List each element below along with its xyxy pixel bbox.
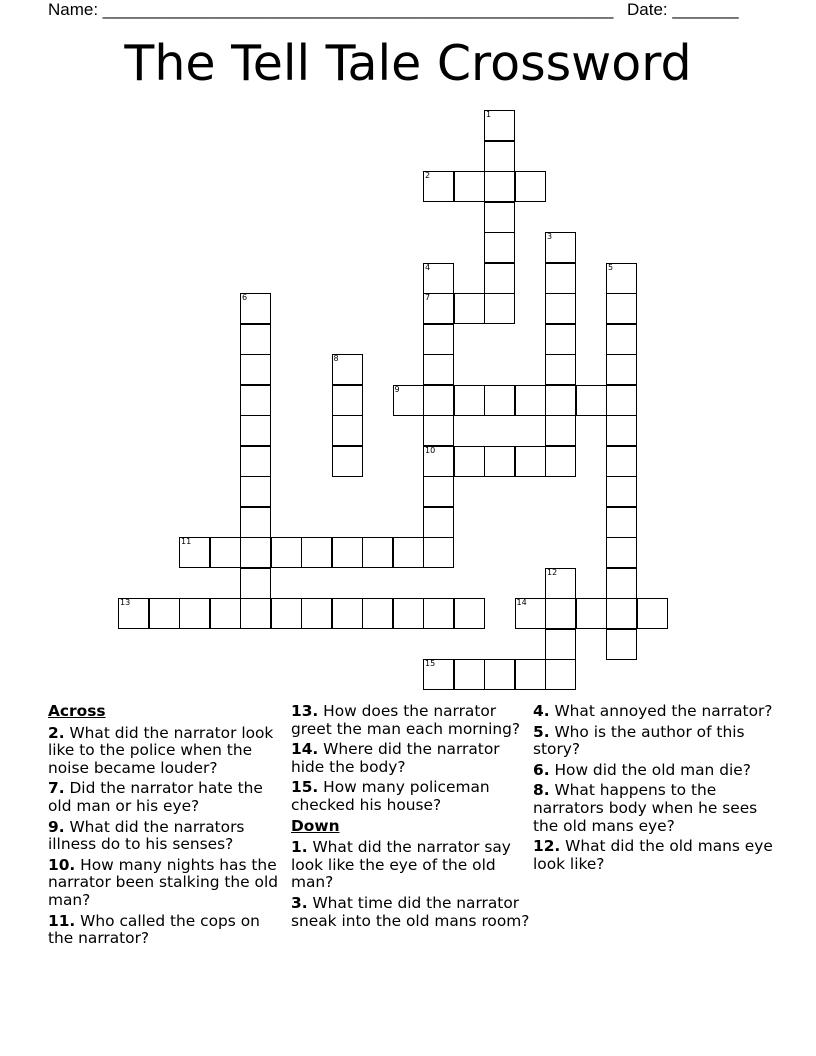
clue-item <box>48 913 284 948</box>
clue-number: 12 <box>547 567 558 577</box>
grid-cell[interactable] <box>484 232 515 263</box>
grid-cell[interactable] <box>454 171 485 202</box>
grid-cell[interactable] <box>454 598 485 629</box>
grid-cell[interactable] <box>484 446 515 477</box>
grid-cell[interactable] <box>362 598 393 629</box>
grid-cell[interactable] <box>423 537 454 568</box>
grid-cell[interactable] <box>606 263 637 294</box>
clue-text: What did the narrator say look like the eye of the old man? <box>291 838 511 892</box>
grid-cell[interactable] <box>606 568 637 599</box>
grid-cell[interactable] <box>332 415 363 446</box>
grid-cell[interactable] <box>484 202 515 233</box>
grid-cell[interactable] <box>423 476 454 507</box>
grid-cell[interactable] <box>240 385 271 416</box>
grid-cell[interactable] <box>332 446 363 477</box>
clue-item <box>48 857 284 910</box>
grid-cell[interactable] <box>454 293 485 324</box>
clue-text: What did the narrator look like to the police when the noise became louder? <box>48 723 274 777</box>
grid-cell[interactable] <box>423 171 454 202</box>
clue-item <box>291 779 531 814</box>
grid-cell[interactable] <box>606 385 637 416</box>
clue-text: How many policeman checked his house? <box>291 778 490 814</box>
clue-item <box>533 838 773 873</box>
clue-item <box>48 819 284 854</box>
grid-cell[interactable] <box>332 537 363 568</box>
clue-text: How did the old man die? <box>549 760 751 779</box>
clue-item <box>291 703 531 738</box>
down-heading: Down <box>291 816 340 835</box>
clue-number-label: 13. <box>291 702 319 720</box>
grid-cell[interactable] <box>423 385 454 416</box>
clue-text: Who is the author of this story? <box>533 722 745 759</box>
clue-number-label: 4. <box>533 702 550 720</box>
grid-cell[interactable] <box>484 110 515 141</box>
grid-cell[interactable] <box>606 324 637 355</box>
grid-cell[interactable] <box>454 446 485 477</box>
grid-cell[interactable] <box>240 293 271 324</box>
grid-cell[interactable] <box>545 293 576 324</box>
grid-cell[interactable] <box>484 659 515 690</box>
grid-cell[interactable] <box>484 171 515 202</box>
grid-cell[interactable] <box>606 446 637 477</box>
grid-cell[interactable] <box>179 598 210 629</box>
clue-item <box>48 780 284 815</box>
grid-cell[interactable] <box>545 629 576 660</box>
grid-cell[interactable] <box>606 629 637 660</box>
clue-number: 8 <box>333 354 339 363</box>
grid-cell[interactable] <box>606 293 637 324</box>
grid-cell[interactable] <box>240 598 271 629</box>
grid-cell[interactable] <box>637 598 668 629</box>
grid-cell[interactable] <box>606 476 637 507</box>
clue-number: 2 <box>425 171 431 180</box>
grid-cell[interactable] <box>210 537 241 568</box>
grid-cell[interactable] <box>332 354 363 385</box>
grid-cell[interactable] <box>271 537 302 568</box>
grid-cell[interactable] <box>423 324 454 355</box>
clue-number: 7 <box>425 293 431 302</box>
clue-text: Who called the cops on the narrator? <box>48 911 260 948</box>
clue-text: How does the narrator greet the man each morning? <box>291 702 521 738</box>
clue-number: 5 <box>608 262 614 272</box>
clue-number-label: 8. <box>533 781 550 800</box>
clue-number: 10 <box>425 445 436 455</box>
clue-item <box>48 725 284 778</box>
clue-item <box>533 762 773 780</box>
grid-cell[interactable] <box>515 171 546 202</box>
clue-text: Did the narrator hate the old man or his eye? <box>48 779 263 815</box>
grid-cell[interactable] <box>393 385 424 416</box>
clue-number-label: 3. <box>291 893 308 912</box>
clue-item <box>533 703 773 721</box>
clue-text: What happens to the narrators body when he sees the old mans eye? <box>533 781 758 835</box>
clue-text: Where did the narrator hide the body? <box>291 740 500 776</box>
grid-cell[interactable] <box>606 415 637 446</box>
grid-cell[interactable] <box>271 598 302 629</box>
clue-text: What did the old mans eye look like? <box>533 837 773 873</box>
grid-cell[interactable] <box>454 385 485 416</box>
grid-cell[interactable] <box>606 507 637 538</box>
clue-text: How many nights has the narrator been stalking the old man? <box>48 855 279 909</box>
grid-cell[interactable] <box>545 232 576 263</box>
clue-item <box>533 724 773 759</box>
clue-number-label: 11. <box>48 911 76 930</box>
grid-cell[interactable] <box>118 598 149 629</box>
grid-cell[interactable] <box>240 568 271 599</box>
clue-number-label: 12. <box>533 837 561 856</box>
clue-number: 1 <box>486 110 492 119</box>
clue-text: What annoyed the narrator? <box>549 702 773 720</box>
grid-cell[interactable] <box>240 476 271 507</box>
grid-cell[interactable] <box>484 141 515 172</box>
grid-cell[interactable] <box>423 598 454 629</box>
clue-number: 13 <box>120 598 131 607</box>
clue-number: 11 <box>181 537 192 546</box>
grid-cell[interactable] <box>423 415 454 446</box>
grid-cell[interactable] <box>545 354 576 385</box>
grid-cell[interactable] <box>423 263 454 294</box>
clue-number: 6 <box>242 293 248 302</box>
grid-cell[interactable] <box>423 354 454 385</box>
grid-cell[interactable] <box>576 598 607 629</box>
grid-cell[interactable] <box>240 324 271 355</box>
grid-cell[interactable] <box>545 598 576 629</box>
clue-text: What time did the narrator sneak into the old mans room? <box>291 893 530 930</box>
grid-cell[interactable] <box>515 385 546 416</box>
grid-cell[interactable] <box>393 537 424 568</box>
grid-cell[interactable] <box>240 354 271 385</box>
grid-cell[interactable] <box>606 598 637 629</box>
grid-cell[interactable] <box>515 446 546 477</box>
grid-cell[interactable] <box>362 537 393 568</box>
clue-number-label: 10. <box>48 855 76 874</box>
clue-text: What did the narrators illness do to his senses? <box>48 817 245 854</box>
clue-number-label: 14. <box>291 740 319 759</box>
clue-number: 15 <box>425 659 436 668</box>
clue-item <box>291 895 531 930</box>
clue-number: 3 <box>547 232 553 241</box>
date-field-label: Date: _______ <box>627 0 739 19</box>
across-heading: Across <box>48 702 106 720</box>
clue-number: 9 <box>394 384 400 394</box>
clue-item <box>291 839 531 892</box>
clue-item <box>291 741 531 776</box>
clue-number-label: 5. <box>533 722 550 741</box>
grid-cell[interactable] <box>515 598 546 629</box>
clue-item <box>533 782 773 835</box>
clue-number-label: 1. <box>291 838 308 857</box>
grid-cell[interactable] <box>454 659 485 690</box>
grid-cell[interactable] <box>576 385 607 416</box>
grid-cell[interactable] <box>179 537 210 568</box>
clue-column-1 <box>48 703 284 951</box>
grid-cell[interactable] <box>423 293 454 324</box>
grid-cell[interactable] <box>545 415 576 446</box>
grid-cell[interactable] <box>484 263 515 294</box>
grid-cell[interactable] <box>301 598 332 629</box>
clue-number-label: 2. <box>48 723 65 742</box>
clue-column-2 <box>291 703 531 933</box>
grid-cell[interactable] <box>393 598 424 629</box>
grid-cell[interactable] <box>423 507 454 538</box>
page-title: The Tell Tale Crossword <box>124 35 692 92</box>
grid-cell[interactable] <box>423 659 454 690</box>
clue-number-label: 7. <box>48 779 65 798</box>
grid-cell[interactable] <box>484 293 515 324</box>
grid-cell[interactable] <box>484 385 515 416</box>
clue-number-label: 6. <box>533 760 550 779</box>
grid-cell[interactable] <box>423 446 454 477</box>
grid-cell[interactable] <box>240 415 271 446</box>
name-field-label: Name: ______________________________________________________ <box>48 0 614 19</box>
grid-cell[interactable] <box>545 385 576 416</box>
clue-number: 4 <box>425 262 431 272</box>
grid-cell[interactable] <box>301 537 332 568</box>
grid-cell[interactable] <box>606 537 637 568</box>
grid-cell[interactable] <box>332 598 363 629</box>
grid-cell[interactable] <box>149 598 180 629</box>
grid-cell[interactable] <box>332 385 363 416</box>
grid-cell[interactable] <box>545 446 576 477</box>
clue-number: 14 <box>516 598 527 607</box>
grid-cell[interactable] <box>545 263 576 294</box>
grid-cell[interactable] <box>606 354 637 385</box>
grid-cell[interactable] <box>545 324 576 355</box>
grid-cell[interactable] <box>515 659 546 690</box>
clue-column-3 <box>533 703 773 876</box>
grid-cell[interactable] <box>545 659 576 690</box>
grid-cell[interactable] <box>545 568 576 599</box>
grid-cell[interactable] <box>240 446 271 477</box>
grid-cell[interactable] <box>240 507 271 538</box>
grid-cell[interactable] <box>210 598 241 629</box>
grid-cell[interactable] <box>240 537 271 568</box>
clue-number-label: 9. <box>48 817 65 836</box>
clue-number-label: 15. <box>291 778 319 797</box>
